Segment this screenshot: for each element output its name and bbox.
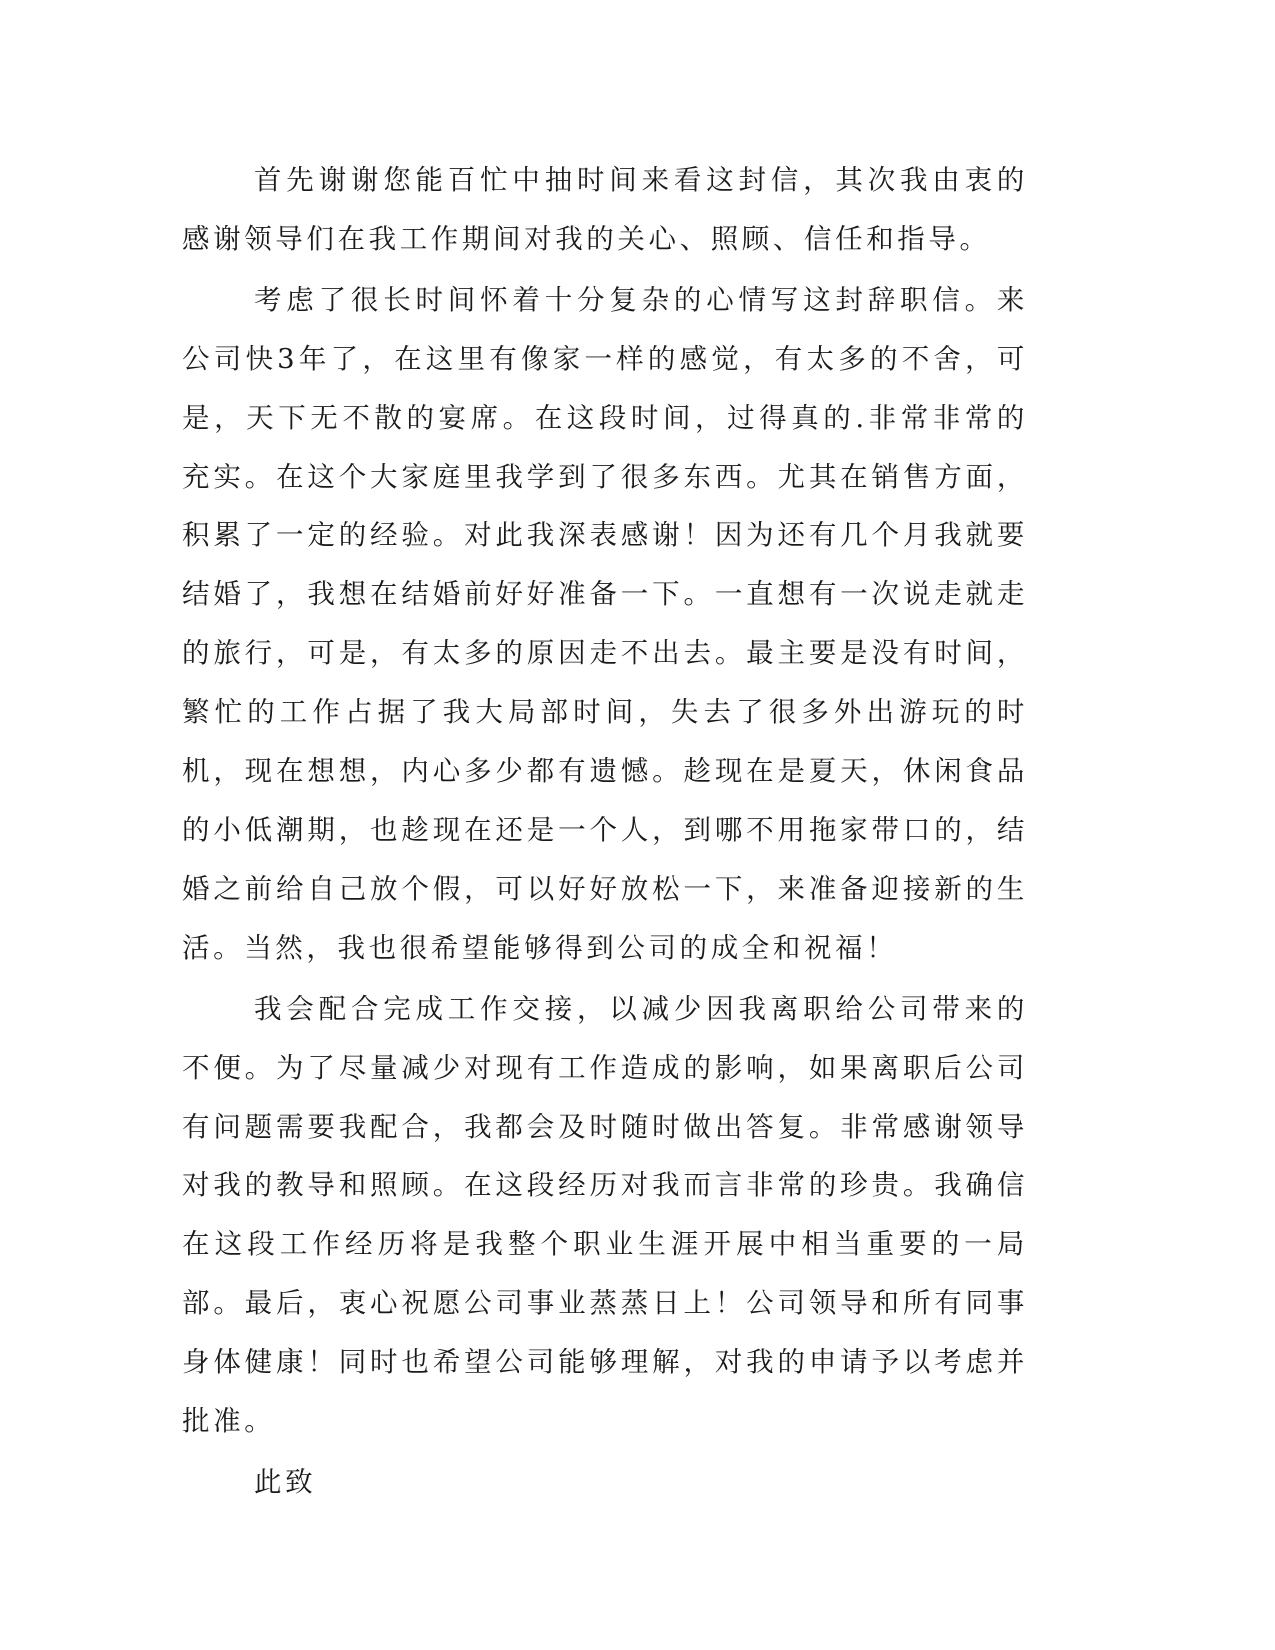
paragraph-handover: 我会配合完成工作交接，以减少因我离职给公司带来的不便。为了尽量减少对现有工作造成的影响，如果离职后公司有问题需要我配合，我都会及时随时做出答复。非常感谢领导对我的教导和照顾。在这段经历对我而言非常的珍贵。我确信在这段工作经历将是我整个职业生涯开展中相当重要的一局部。最后，衷心祝愿公司事业蒸蒸日上！公司领导和所有同事身体健康！同时也希望公司能够理解，对我的申请予以考虑并批准。	[182, 992, 1028, 1438]
paragraph-resignation-reason: 考虑了很长时间怀着十分复杂的心情写这封辞职信。来公司快3年了，在这里有像家一样的感觉，有太多的不舍，可是，天下无不散的宴席。在这段时间，过得真的.非常非常的充实。在这个大家庭里我学到了很多东西。尤其在销售方面，积累了一定的经验。对此我深表感谢！因为还有几个月我就要结婚了，我想在结婚前好好准备一下。一直想有一次说走就走的旅行，可是，有太多的原因走不出去。最主要是没有时间，繁忙的工作占据了我大局部时间，失去了很多外出游玩的时机，现在想想，内心多少都有遗憾。趁现在是夏天，休闲食品的小低潮期，也趁现在还是一个人，到哪不用拖家带口的，结婚之前给自己放个假，可以好好放松一下，来准备迎接新的生活。当然，我也很希望能够得到公司的成全和祝福！	[182, 283, 1028, 964]
closing-salutation: 此致	[254, 1465, 317, 1498]
letter-body	[182, 151, 1028, 1512]
paragraph-gratitude: 首先谢谢您能百忙中抽时间来看这封信，其次我由衷的感谢领导们在我工作期间对我的关心、照顾、信任和指导。	[182, 164, 1028, 255]
